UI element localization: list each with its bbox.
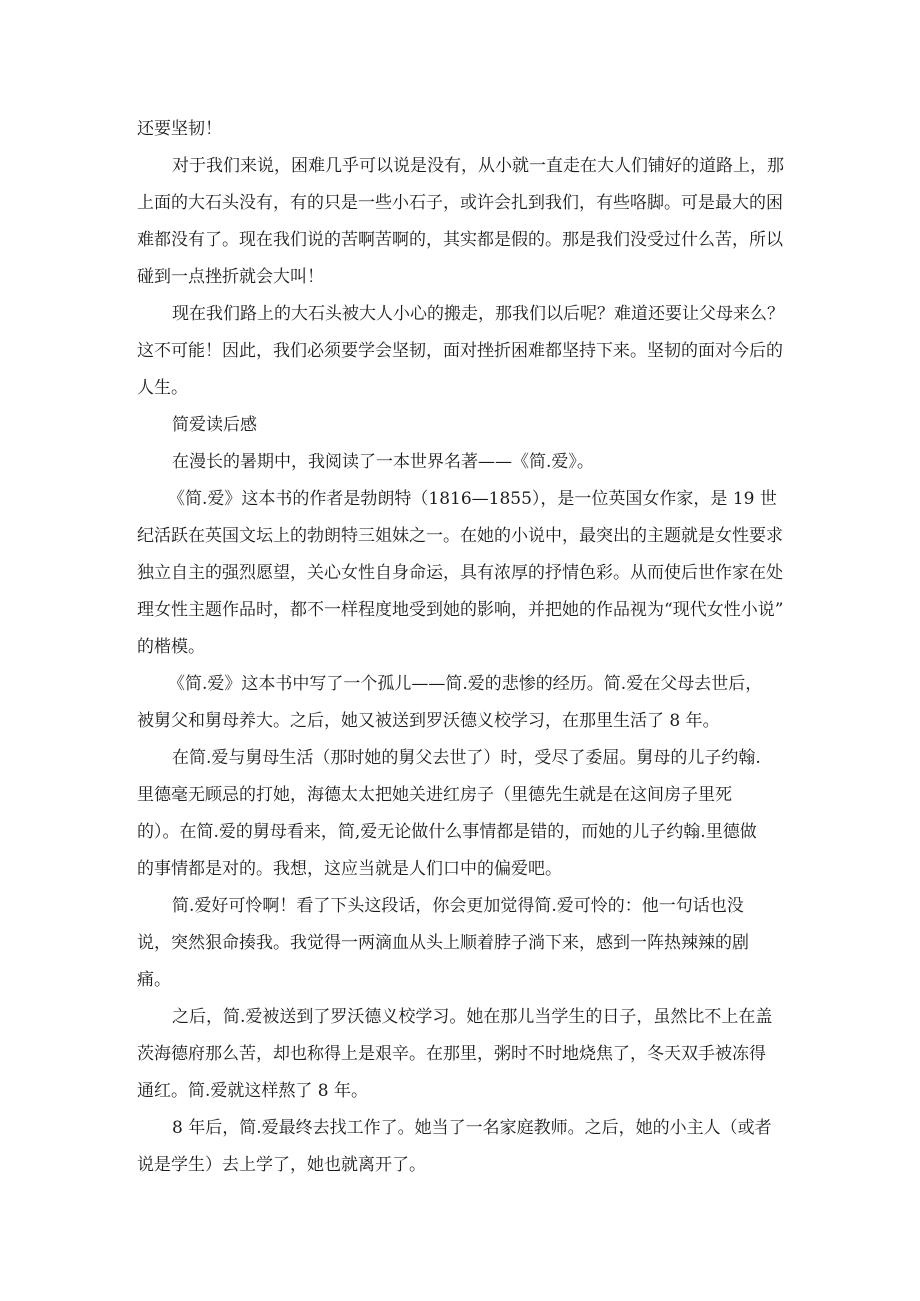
text-line: 说是学生）去上学了，她也就离开了。 [137,1155,426,1175]
text-line: 在漫长的暑期中，我阅读了一本世界名著——《简.爱》。 [172,452,594,472]
text-line: 的）。在简.爱的舅母看来，简,爱无论做什么事情都是错的，而她的儿子约翰.里德做 [137,822,757,842]
text-line: 碰到一点挫折就会大叫！ [137,267,324,287]
text-line: 《简.爱》这本书中写了一个孤儿——简.爱的悲惨的经历。简.爱在父母去世后， [168,674,763,694]
text-line: 的事情都是对的。我想，这应当就是人们口中的偏爱吧。 [137,859,562,879]
section-heading: 简爱读后感 [172,415,257,435]
text-line: 还要坚韧！ [137,119,222,139]
text-line: 痛。 [137,970,171,990]
text-line: 《简.爱》这本书的作者是勃朗特（1816—1855），是一位英国女作家，是 19 世 [168,489,777,509]
text-line: 上面的大石头没有，有的只是一些小石子，或许会扎到我们，有些咯脚。可是最大的困 [137,193,783,213]
text-line: 被舅父和舅母养大。之后，她又被送到罗沃德义校学习，在那里生活了 8 年。 [137,711,720,731]
text-line: 理女性主题作品时，都不一样程度地受到她的影响，并把她的作品视为“现代女性小说” [137,600,784,620]
text-line: 对于我们来说，困难几乎可以说是没有，从小就一直走在大人们铺好的道路上，那 [172,156,784,176]
text-line: 之后，简.爱被送到了罗沃德义校学习。她在那儿当学生的日子，虽然比不上在盖 [172,1007,773,1027]
text-line: 通红。简.爱就这样熬了 8 年。 [137,1081,369,1101]
text-line: 里德毫无顾忌的打她，海德太太把她关进红房子（里德先生就是在这间房子里死 [137,785,732,805]
text-line: 难都没有了。现在我们说的苦啊苦啊的，其实都是假的。那是我们没受过什么苦，所以 [137,230,783,250]
text-line: 简.爱好可怜啊！看了下头这段话，你会更加觉得简.爱可怜的：他一句话也没 [172,896,744,916]
text-line: 说，突然狠命揍我。我觉得一两滴血从头上顺着脖子淌下来，感到一阵热辣辣的剧 [137,933,749,953]
text-line: 人生。 [137,378,188,398]
text-line: 茨海德府那么苦，却也称得上是艰辛。在那里，粥时不时地烧焦了，冬天双手被冻得 [137,1044,766,1064]
text-line: 现在我们路上的大石头被大人小心的搬走，那我们以后呢？难道还要让父母来么？ [172,304,784,324]
text-line: 这不可能！因此，我们必须要学会坚韧，面对挫折困难都坚持下来。坚韧的面对今后的 [137,341,783,361]
text-line: 8 年后，简.爱最终去找工作了。她当了一名家庭教师。之后，她的小主人（或者 [172,1118,772,1138]
text-line: 纪活跃在英国文坛上的勃朗特三姐妹之一。在她的小说中，最突出的主题就是女性要求 [137,526,783,546]
text-line: 在简.爱与舅母生活（那时她的舅父去世了）时，受尽了委屈。舅母的儿子约翰. [172,748,761,768]
text-line: 独立自主的强烈愿望，关心女性自身命运，具有浓厚的抒情色彩。从而使后世作家在处 [137,563,783,583]
text-line: 的楷模。 [137,637,205,657]
